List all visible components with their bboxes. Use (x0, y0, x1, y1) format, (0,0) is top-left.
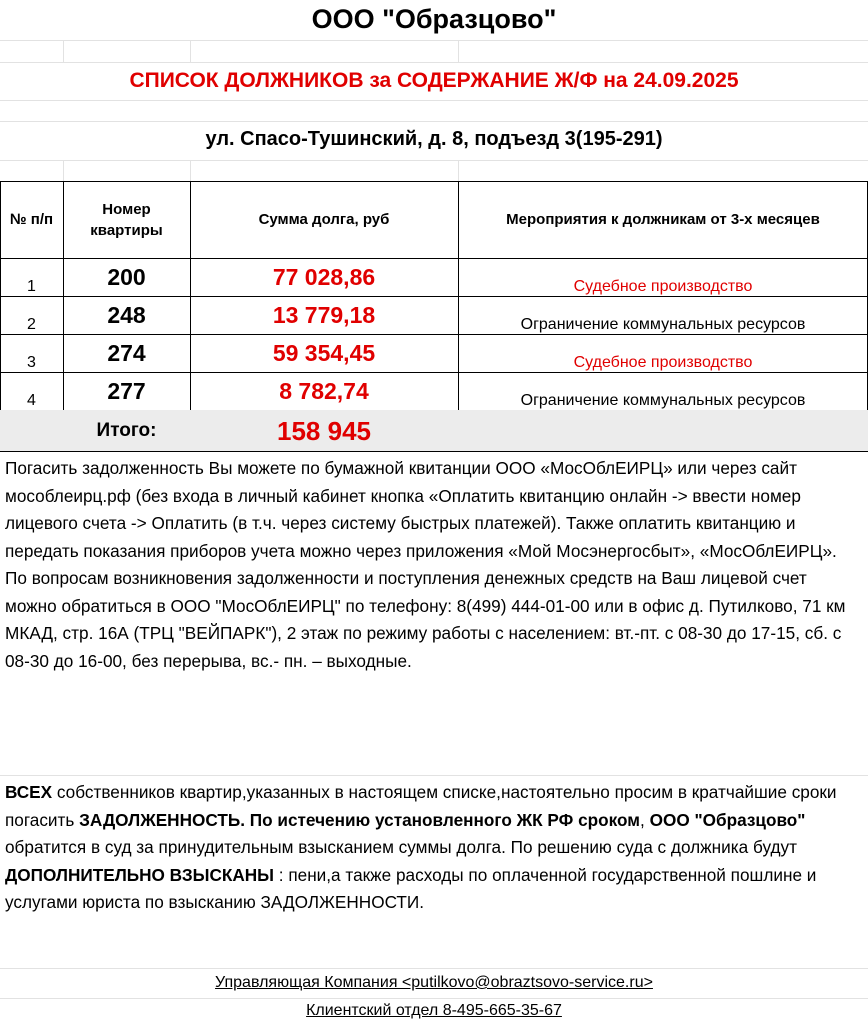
table-border (0, 181, 868, 182)
gridline (0, 100, 868, 101)
table-row-num: 3 (27, 354, 36, 371)
column-header-debt: Сумма долга, руб (258, 211, 390, 228)
gridline (0, 775, 868, 776)
payment-info-text: Погасить задолженность Вы можете по бумажной квитанции ООО «МосОблЕИРЦ» или через сайт мособлеирц.рф (без входа в личный кабинет кнопка «Оплатить квитанцию онлайн -> ввести номер лицевого счета -> Оплатить (в т.ч. через систему быстрых платежей). Также оплатить квитанцию и передать показания приборов учета можно через приложения «Мой Мосэнергосбыт», «МосОблЕИРЦ». (5, 458, 837, 561)
gridline (0, 62, 868, 63)
gridline (63, 160, 64, 181)
total-label: Итого: (96, 420, 157, 441)
table-row-num: 4 (27, 392, 36, 409)
gridline (190, 160, 191, 181)
gridline (0, 160, 868, 161)
gridline (0, 968, 868, 969)
debtors-list-title: СПИСОК ДОЛЖНИКОВ за СОДЕРЖАНИЕ Ж/Ф на 24.09.2025 (129, 69, 739, 92)
gridline (458, 40, 459, 62)
column-header-measures: Мероприятия к должникам от 3-х месяцев (506, 211, 820, 228)
table-row-debt: 8 782,74 (279, 377, 369, 404)
table-border (190, 181, 191, 410)
warning-debt-emphasis: ЗАДОЛЖЕННОСТЬ. По истечению установленного ЖК РФ сроком (79, 809, 641, 830)
column-header-apartment (63, 181, 190, 258)
table-row-apartment: 277 (107, 377, 146, 404)
table-row-num: 2 (27, 316, 36, 333)
contacts-info-text: По вопросам возникновения задолженности и поступления денежных средств на Ваш лицевой счет можно обратиться в ООО "МосОблЕИРЦ" по телефону: 8(499) 444-01-00 или в офис д. Путилково, 71 км МКАД, стр. 16А (ТРЦ "ВЕЙПАРК"), 2 этаж по режиму работы с населением: вт.-пт. с 08-30 до 17-15, сб. с 08-30 до 16-00, без перерыва, вс.- пн. – выходные. (5, 568, 846, 671)
table-border (458, 181, 459, 410)
table-row-debt: 59 354,45 (272, 339, 376, 366)
table-row-measure: Судебное производство (573, 278, 753, 295)
warning-text: , (640, 809, 650, 830)
table-row-apartment: 248 (107, 301, 146, 328)
management-company-line: Управляющая Компания <putilkovo@obraztsovo-service.ru> (215, 974, 653, 991)
address-line: ул. Спасо-Тушинский, д. 8, подъезд 3(195-291) (205, 128, 663, 150)
table-border (0, 451, 868, 452)
table-row-measure: Судебное производство (573, 354, 753, 371)
table-row-apartment: 200 (107, 263, 146, 290)
table-border (0, 334, 868, 335)
table-row-measure: Ограничение коммунальных ресурсов (520, 392, 806, 409)
organization-title: ООО "Образцово" (311, 4, 557, 34)
payment-info (5, 455, 861, 675)
total-row (0, 410, 868, 452)
total-value: 158 945 (277, 415, 371, 446)
warning-text: обратится в суд за принудительным взысканием суммы долга. По решению суда с должника будут (5, 837, 797, 857)
table-border (63, 181, 64, 410)
table-row-debt: 13 779,18 (272, 301, 376, 328)
warning-text: собственников квартир,указанных в настоящем списке,настоятельно просим в кратчайшие сроки погасить (5, 782, 837, 830)
table-border (0, 296, 868, 297)
warning-org-name: ООО "Образцово" (649, 809, 806, 830)
table-row-apartment: 274 (107, 339, 146, 366)
gridline (0, 121, 868, 122)
column-header-apartment-line2: квартиры (90, 221, 163, 239)
table-border (0, 258, 868, 259)
warning-all-owners: ВСЕХ (5, 782, 53, 802)
table-row-measure: Ограничение коммунальных ресурсов (520, 316, 806, 333)
warning-notice (5, 779, 861, 917)
table-border (0, 372, 868, 373)
table-row-num: 1 (27, 278, 36, 295)
gridline (458, 160, 459, 181)
table-border (0, 181, 1, 410)
table-row-debt: 77 028,86 (272, 263, 376, 290)
gridline (63, 40, 64, 62)
warning-text: : пени,а также расходы по оплаченной государственной пошлине и услугами юриста по взысканию ЗАДОЛЖЕННОСТИ. (5, 864, 817, 912)
gridline (190, 40, 191, 62)
client-department-line: Клиентский отдел 8-495-665-35-67 (306, 1002, 562, 1019)
warning-additional-emphasis: ДОПОЛНИТЕЛЬНО ВЗЫСКАНЫ (5, 864, 274, 885)
gridline (0, 998, 868, 999)
column-header-num: № п/п (9, 211, 54, 228)
gridline (0, 40, 868, 41)
column-header-apartment-line1: Номер (102, 200, 151, 218)
